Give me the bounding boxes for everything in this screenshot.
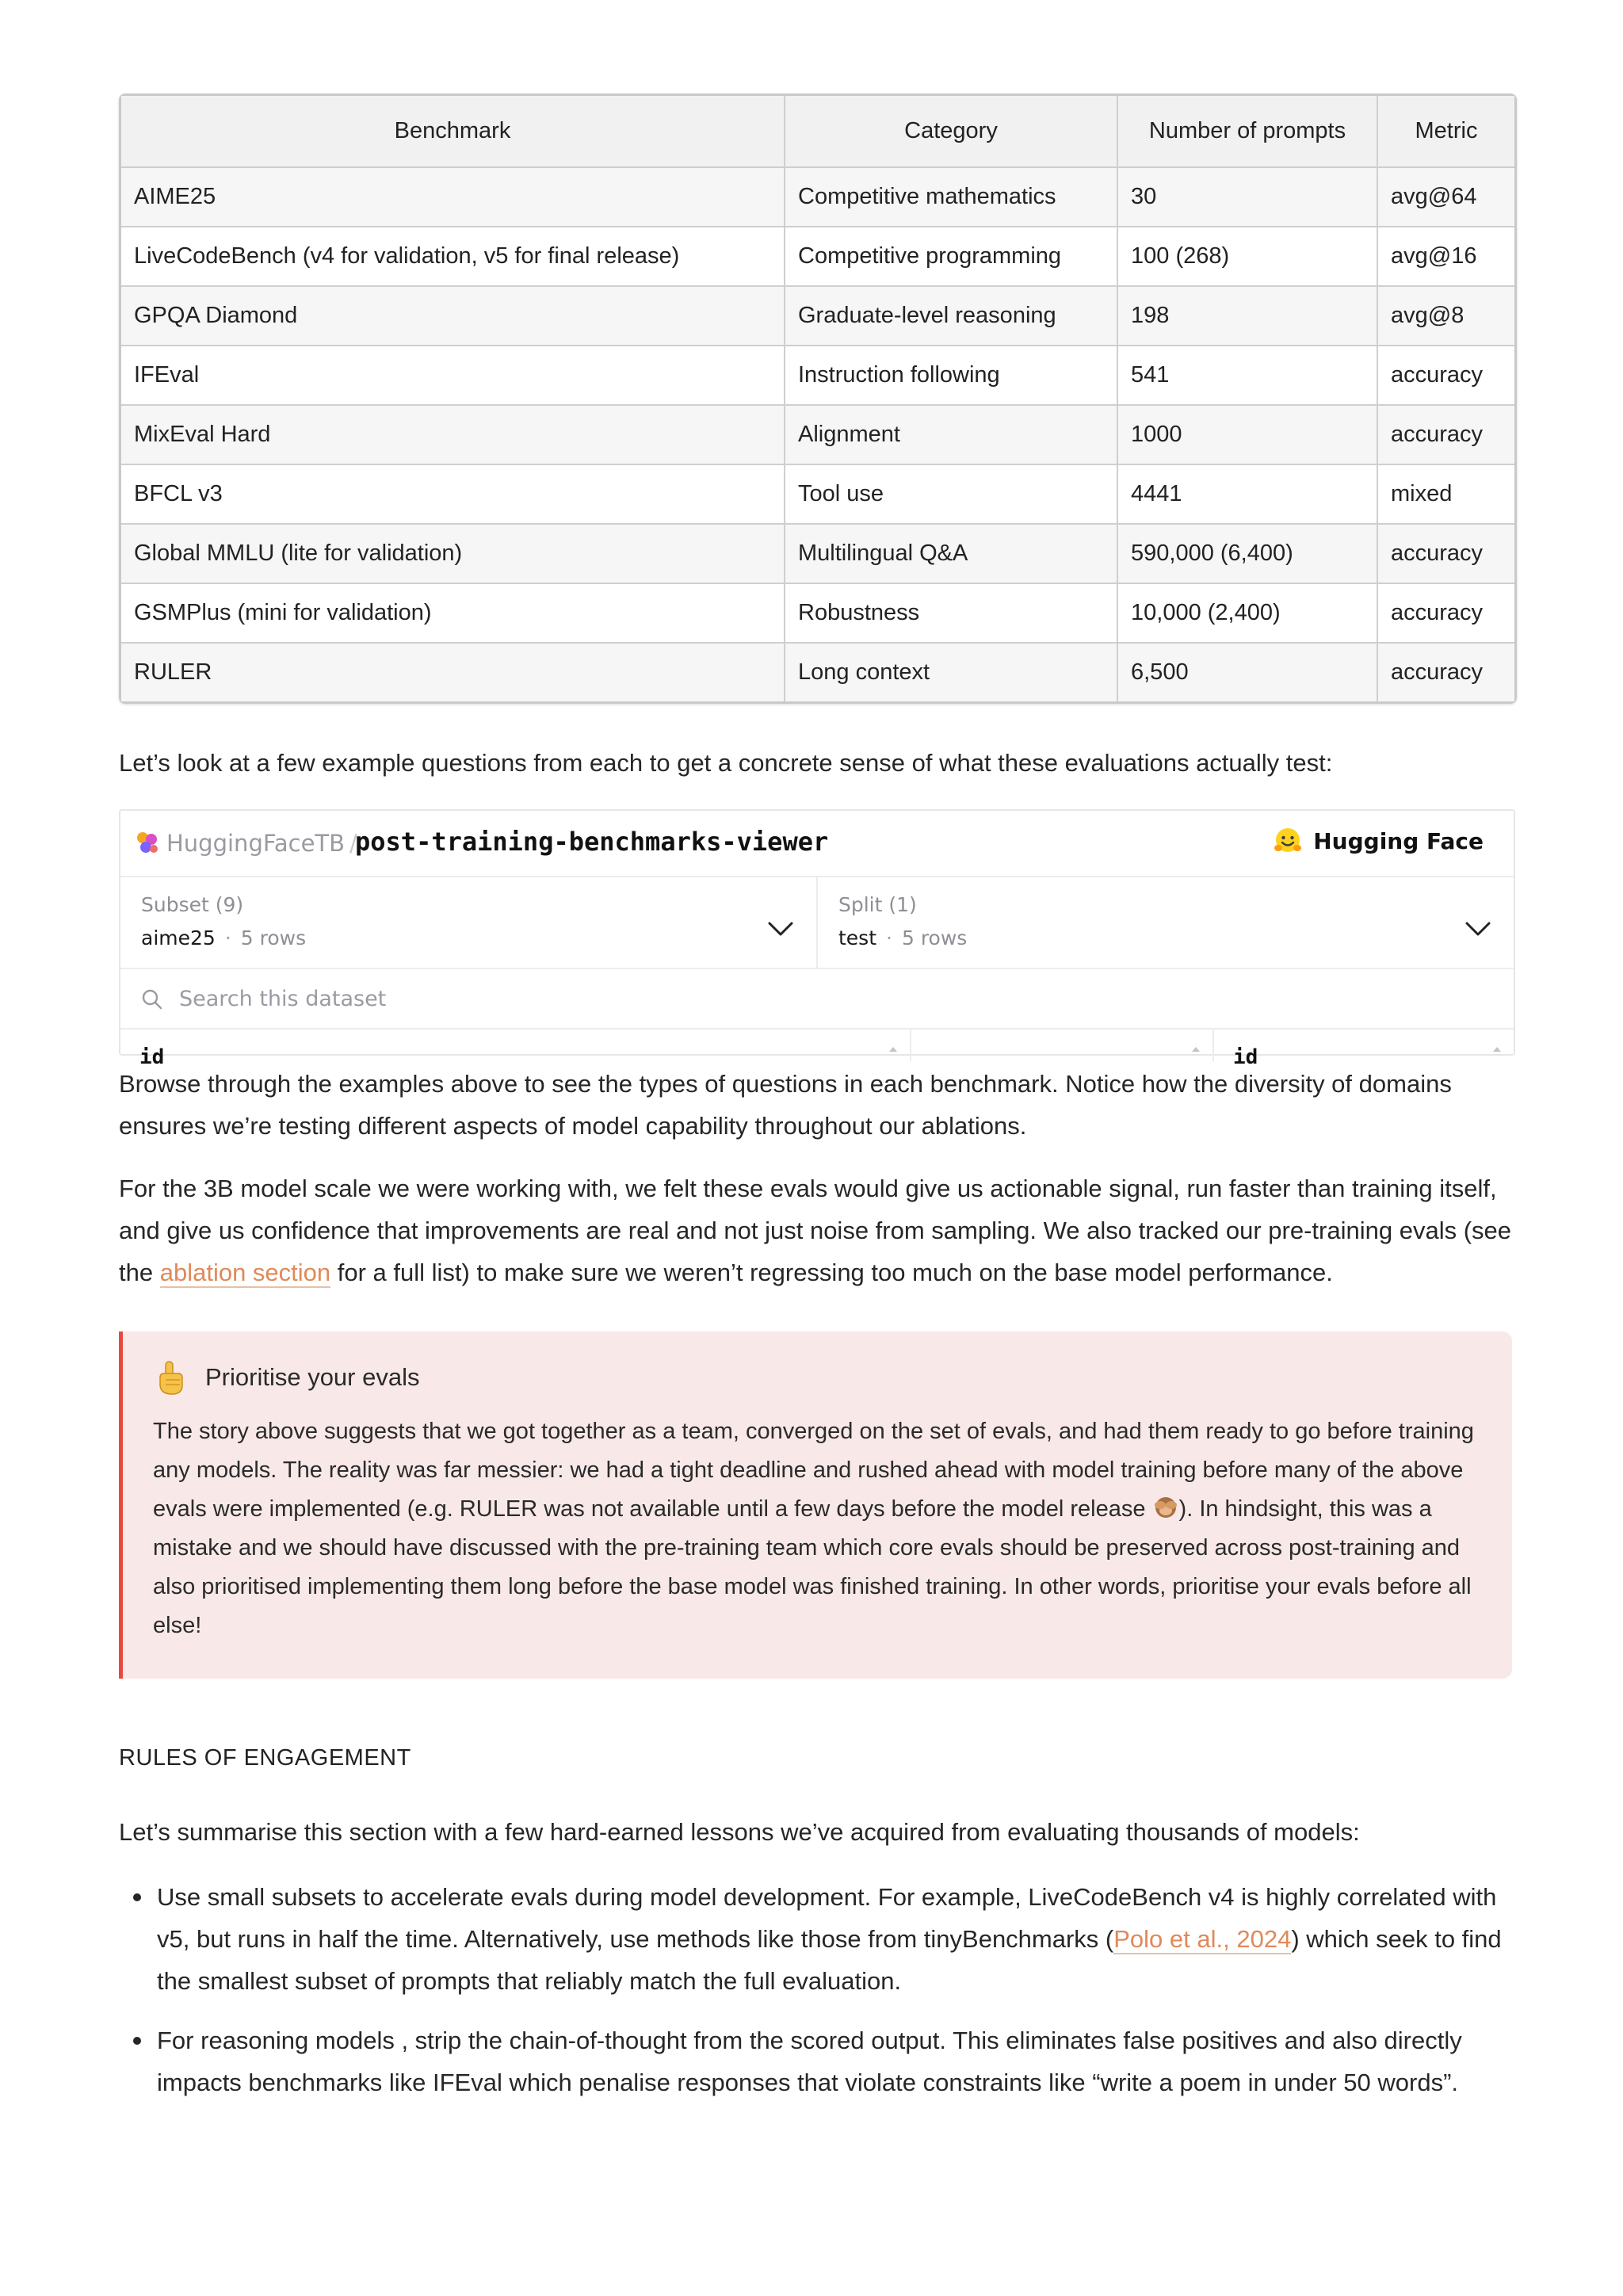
viewer-column-headers bbox=[120, 1030, 1514, 1069]
header-category: Category bbox=[785, 96, 1117, 167]
table-row bbox=[121, 405, 1514, 464]
table-row bbox=[121, 643, 1514, 701]
search-input[interactable] bbox=[178, 980, 815, 1017]
polo-citation-link[interactable]: Polo et al., 2024 bbox=[1113, 1925, 1292, 1953]
intro-paragraph: Let’s look at a few example questions from each to get a concrete sense of what these evaluations actually test: bbox=[119, 749, 1333, 777]
viewer-header bbox=[120, 811, 1514, 877]
viewer-selectors bbox=[120, 877, 1514, 969]
cell-category: Multilingual Q&A bbox=[785, 524, 1117, 583]
cell-prompts: 100 (268) bbox=[1117, 227, 1377, 286]
scale-text-start: For the 3B model scale we were working with, we felt these evals would give us actionable signal, run faster than training itself, and give us confidence that improvements are real and not just noise from sampling. We also tracked our pre-training evals (see the bbox=[119, 1175, 1511, 1286]
cell-category: Robustness bbox=[785, 583, 1117, 643]
viewer-org[interactable] bbox=[166, 830, 362, 857]
subset-value[interactable] bbox=[141, 926, 306, 949]
note-title: Prioritise your evals bbox=[205, 1363, 420, 1391]
cell-prompts: 10,000 (2,400) bbox=[1117, 583, 1377, 643]
header-number-of-prompts: Number of prompts bbox=[1117, 96, 1377, 167]
cell-category: Alignment bbox=[785, 405, 1117, 464]
subset-name: aime25 bbox=[141, 926, 216, 949]
scored-term: scored bbox=[790, 2027, 865, 2054]
cell-category: Competitive programming bbox=[785, 227, 1117, 286]
split-value[interactable] bbox=[838, 926, 967, 949]
table-row bbox=[121, 227, 1514, 286]
split-dot: · bbox=[886, 926, 892, 949]
column-header-label: id bbox=[1233, 1045, 1258, 1069]
cell-metric: accuracy bbox=[1377, 643, 1514, 701]
search-icon bbox=[141, 988, 163, 1010]
cell-category: Competitive mathematics bbox=[785, 167, 1117, 227]
bullet-1-text-end: ) which seek to find the smallest subset of prompts that reliably match the full evaluation. bbox=[157, 1925, 1502, 1995]
cell-metric: accuracy bbox=[1377, 405, 1514, 464]
note-body bbox=[153, 1412, 1484, 1645]
list-item bbox=[119, 1876, 1512, 2002]
cell-benchmark: MixEval Hard bbox=[121, 405, 785, 464]
cell-metric: avg@8 bbox=[1377, 286, 1514, 346]
table-header-row bbox=[121, 96, 1514, 167]
dataset-viewer bbox=[119, 809, 1515, 1069]
table-row bbox=[121, 464, 1514, 524]
split-label: Split (1) bbox=[838, 893, 917, 916]
subset-label: Subset (9) bbox=[141, 893, 244, 916]
sort-icon[interactable] bbox=[1491, 1045, 1503, 1058]
cell-category: Long context bbox=[785, 643, 1117, 701]
cell-benchmark: RULER bbox=[121, 643, 785, 701]
scale-text-end: for a full list) to make sure we weren’t regressing too much on the base model performance. bbox=[330, 1259, 1333, 1286]
cell-benchmark: AIME25 bbox=[121, 167, 785, 227]
cell-prompts: 30 bbox=[1117, 167, 1377, 227]
cell-metric: mixed bbox=[1377, 464, 1514, 524]
table-row bbox=[121, 286, 1514, 346]
browse-paragraph: Browse through the examples above to see the types of questions in each benchmark. Notice how the diversity of domains ensures we’re testing different aspects of model capability throughout our ablations. bbox=[119, 1070, 1452, 1140]
bullet-2-part-2: , strip the chain-of-thought from the bbox=[401, 2027, 791, 2054]
cell-category: Graduate-level reasoning bbox=[785, 286, 1117, 346]
scale-paragraph bbox=[119, 1167, 1512, 1293]
cell-benchmark: LiveCodeBench (v4 for validation, v5 for final release) bbox=[121, 227, 785, 286]
ablation-section-link[interactable]: ablation section bbox=[159, 1259, 331, 1286]
subset-select[interactable] bbox=[120, 877, 818, 968]
bullet-2-part-3: output. This eliminates false positives and also directly impacts benchmarks like IFEval which penalise responses that violate constraints like “write a poem in under 50 words”. bbox=[157, 2027, 1462, 2096]
hugging-face-link[interactable] bbox=[1274, 827, 1484, 855]
cell-benchmark: IFEval bbox=[121, 346, 785, 405]
cell-benchmark: BFCL v3 bbox=[121, 464, 785, 524]
cell-prompts: 198 bbox=[1117, 286, 1377, 346]
cell-metric: accuracy bbox=[1377, 524, 1514, 583]
hugging-face-label[interactable]: Hugging Face bbox=[1313, 827, 1484, 854]
bullet-2-part-1: For bbox=[157, 2027, 201, 2054]
bullet-1-text-start: Use small subsets to accelerate evals during model development. For example, LiveCodeBench v4 is highly correlated with v5, but runs in half the time. Alternatively, use methods like those from tinyBenchmarks ( bbox=[157, 1883, 1497, 1953]
header-benchmark: Benchmark bbox=[121, 96, 785, 167]
cell-prompts: 4441 bbox=[1117, 464, 1377, 524]
cell-metric: avg@64 bbox=[1377, 167, 1514, 227]
header-metric: Metric bbox=[1377, 96, 1514, 167]
chevron-down-icon[interactable] bbox=[767, 920, 794, 938]
cell-prompts: 6,500 bbox=[1117, 643, 1377, 701]
subset-dot: · bbox=[224, 926, 231, 949]
rules-heading: RULES OF ENGAGEMENT bbox=[119, 1745, 411, 1771]
column-header[interactable] bbox=[1214, 1030, 1514, 1069]
hugging-face-icon bbox=[1274, 827, 1302, 855]
sort-icon[interactable] bbox=[1190, 1045, 1201, 1058]
note-callout bbox=[119, 1331, 1512, 1679]
note-body-end: ). In hindsight, this was a mistake and we should have discussed with the pre-training team which core evals should be preserved across post-training and also prioritised implementing them long before the base model was finished training. In other words, prioritise your evals before all else! bbox=[153, 1496, 1472, 1638]
viewer-slash: / bbox=[349, 830, 357, 857]
split-rows: 5 rows bbox=[901, 926, 968, 949]
list-item bbox=[119, 2019, 1512, 2103]
column-header-label: id bbox=[139, 1045, 165, 1069]
cell-metric: accuracy bbox=[1377, 583, 1514, 643]
note-body-start: The story above suggests that we got together as a team, converged on the set of evals, and had them ready to go before training any models. The reality was far messier: we had a tight deadline and rushed ahead with model training before many of the above evals were implemented (e.g. RULER was not available until a few days before the model release bbox=[153, 1419, 1474, 1522]
cell-benchmark: Global MMLU (lite for validation) bbox=[121, 524, 785, 583]
column-header[interactable] bbox=[911, 1030, 1214, 1061]
summary-paragraph: Let’s summarise this section with a few hard-earned lessons we’ve acquired from evaluating thousands of models: bbox=[119, 1818, 1360, 1846]
table-row bbox=[121, 583, 1514, 643]
org-avatar-icon bbox=[135, 830, 160, 855]
viewer-dataset-name[interactable]: post-training-benchmarks-viewer bbox=[355, 827, 829, 857]
sort-icon[interactable] bbox=[888, 1045, 899, 1058]
split-name: test bbox=[838, 926, 877, 949]
pointing-finger-icon bbox=[155, 1360, 186, 1396]
split-select[interactable] bbox=[818, 877, 1514, 968]
table-row bbox=[121, 346, 1514, 405]
cell-prompts: 590,000 (6,400) bbox=[1117, 524, 1377, 583]
cell-prompts: 541 bbox=[1117, 346, 1377, 405]
table-row bbox=[121, 524, 1514, 583]
cell-metric: accuracy bbox=[1377, 346, 1514, 405]
cell-category: Instruction following bbox=[785, 346, 1117, 405]
see-no-evil-monkey-icon bbox=[1152, 1496, 1179, 1519]
cell-prompts: 1000 bbox=[1117, 405, 1377, 464]
reasoning-models-term: reasoning models bbox=[200, 2027, 395, 2054]
column-header[interactable] bbox=[120, 1030, 911, 1069]
cell-metric: avg@16 bbox=[1377, 227, 1514, 286]
cell-benchmark: GPQA Diamond bbox=[121, 286, 785, 346]
cell-benchmark: GSMPlus (mini for validation) bbox=[121, 583, 785, 643]
viewer-search bbox=[120, 969, 1514, 1030]
cell-category: Tool use bbox=[785, 464, 1117, 524]
chevron-down-icon[interactable] bbox=[1465, 920, 1491, 938]
lessons-list bbox=[119, 1876, 1512, 2103]
subset-rows: 5 rows bbox=[240, 926, 307, 949]
viewer-org-name[interactable]: HuggingFaceTB bbox=[166, 830, 346, 857]
table-row bbox=[121, 167, 1514, 227]
benchmark-table bbox=[119, 94, 1517, 704]
